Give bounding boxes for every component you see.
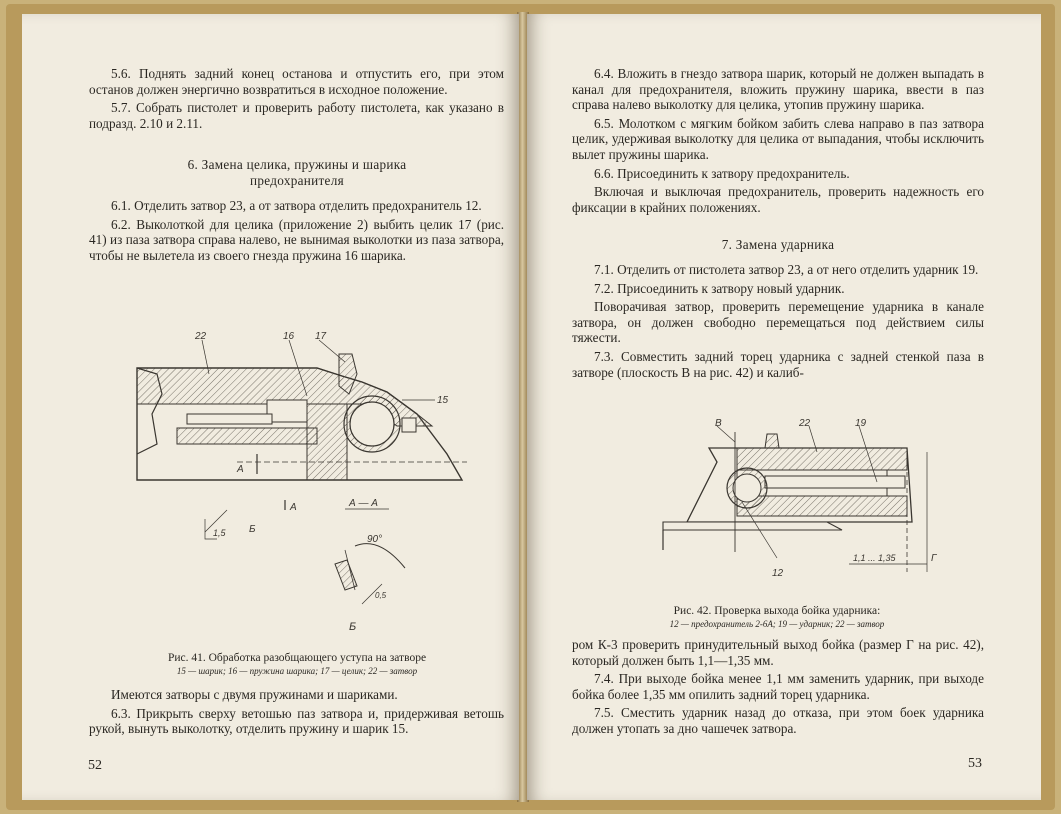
fig41-label-a1: А	[237, 464, 244, 475]
paragraph-6-6: 6.6. Присоединить к затвору предохранитель.	[594, 165, 850, 181]
paragraph-7-2: 7.2. Присоединить к затвору новый ударник.	[594, 280, 845, 296]
paragraph-6-2: 6.2. Выколоткой для целика (приложение 2) выбить целик 17 (рис. 41) из паза затвора справа налево, не вынимая выколотки из паза затвора, чтобы не вылетела из своего гнезда пружина 16 шарика.	[89, 216, 504, 263]
figure-42-title: Рис. 42. Проверка выхода бойка ударника:	[673, 605, 881, 617]
right-page	[527, 14, 1041, 800]
right-mid-text	[572, 262, 984, 380]
paragraph-6-1: 6.1. Отделить затвор 23, а от затвора отделить предохранитель 12.	[111, 198, 482, 213]
fig41-label-17: 17	[315, 331, 327, 342]
paragraph-6-4: 6.4. Вложить в гнездо затвора шарик, который не должен выпадать в канал для предохранителя, вложить пружину шарика, ввести в паз справа налево выколотку для целика, утопив пружину шарика.	[572, 66, 984, 113]
fig42-label-19: 19	[855, 418, 867, 429]
fig42-label-12: 12	[772, 568, 784, 579]
figure-42-caption	[587, 604, 967, 630]
figure-42-legend: 12 — предохранитель 2-6А; 19 — ударник; 22 — затвор	[669, 619, 885, 629]
fig41-label-a-a: А — А	[349, 498, 378, 509]
paragraph-rotate-slide: Поворачивая затвор, проверить перемещение ударника в канале затвора, он должен свободно перемещаться под действием силы тяжести.	[572, 299, 984, 346]
paragraph-two-springs: Имеются затворы с двумя пружинами и шариками.	[111, 687, 398, 702]
fig41-label-15: 15	[437, 395, 449, 406]
figure-41-title: Рис. 41. Обработка разобщающего уступа на затворе	[167, 652, 427, 664]
paragraph-6-3: 6.3. Прикрыть сверху ветошью паз затвора и, придерживая ветошь рукой, вынуть выколотку, отделить пружину и шарик 15.	[89, 705, 504, 737]
detail-view-b	[335, 544, 405, 604]
slide-section-41	[137, 354, 467, 480]
section-6-title: 6. Замена целика, пружины и шарика предохранителя	[187, 157, 407, 188]
page-number-53: 53	[968, 756, 982, 771]
paragraph-7-5: 7.5. Сместить ударник назад до отказа, при этом боек ударника должен утопать за дно чашечек затвора.	[572, 705, 984, 736]
fig41-label-0-5: 0,5	[375, 591, 387, 600]
fig41-label-a2: А	[290, 502, 297, 513]
fig41-label-b: Б	[249, 524, 256, 535]
figure-41-caption	[122, 651, 472, 677]
paragraph-gauge-check: ром К-3 проверить принудительный выход бойка (размер Г на рис. 42), который должен быть 1,1—1,35 мм.	[572, 637, 984, 668]
section-6-heading-box	[142, 157, 452, 188]
section-7-title: 7. Замена ударника	[721, 237, 835, 252]
paragraph-5-7: 5.7. Собрать пистолет и проверить работу пистолета, как указано в подразд. 2.10 и 2.11.	[89, 100, 504, 131]
right-bottom-text	[572, 637, 984, 737]
fig41-label-16: 16	[283, 331, 295, 342]
paragraph-check-fixation: Включая и выключая предохранитель, проверить надежность его фиксации в крайних положениях.	[572, 184, 984, 215]
page-number-52: 52	[88, 758, 102, 773]
book-spread	[6, 4, 1055, 810]
fig41-label-1-5: 1,5	[213, 528, 226, 538]
slide-section-42	[663, 432, 927, 572]
fig41-label-22: 22	[195, 331, 207, 342]
figure-42-drawing	[627, 412, 947, 592]
figure-41-drawing	[117, 314, 467, 644]
figure-41-legend: 15 — шарик; 16 — пружина шарика; 17 — целик; 22 — затвор	[176, 666, 418, 676]
left-bottom-text	[89, 687, 504, 737]
fig42-label-22: 22	[799, 418, 811, 429]
fig41-label-b2: Б	[349, 621, 357, 633]
paragraph-7-4: 7.4. При выходе бойка менее 1,1 мм заменить ударник, при выходе бойка более 1,35 мм опилить задний торец ударника.	[572, 671, 984, 702]
fig42-label-g: Г	[931, 553, 937, 564]
fig42-label-b: В	[715, 418, 722, 429]
left-page	[22, 14, 519, 800]
left-top-text	[89, 66, 504, 131]
section-7-heading-box	[572, 237, 984, 253]
fig41-label-90: 90°	[367, 534, 383, 545]
right-top-text	[572, 66, 984, 215]
paragraph-6-5: 6.5. Молотком с мягким бойком забить слева направо в паз затвора целик, удерживая выколотку для целика от выпадания, чтобы исключить вылет пружины шарика.	[572, 115, 984, 162]
left-mid-text	[89, 198, 504, 263]
paragraph-7-1: 7.1. Отделить от пистолета затвор 23, а от него отделить ударник 19.	[594, 262, 979, 277]
paragraph-5-6: 5.6. Поднять задний конец останова и отпустить его, при этом останов должен энергично возвратиться в исходное положение.	[89, 66, 504, 97]
paragraph-7-3: 7.3. Совместить задний торец ударника с задней стенкой паза в затворе (плоскость В на рис. 42) и калиб-	[572, 348, 984, 380]
fig42-label-dimension: 1,1 ... 1,35	[853, 553, 896, 563]
